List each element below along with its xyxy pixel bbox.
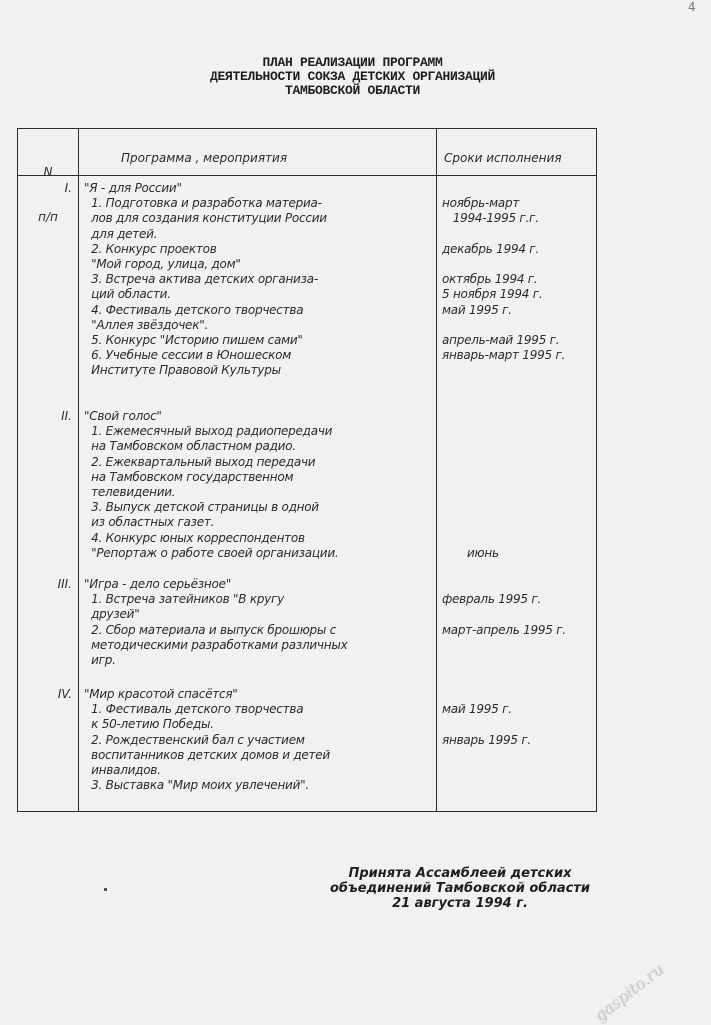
program-line: к 50-летию Победы.	[84, 717, 214, 732]
program-line: 3. Встреча актива детских организа-	[84, 272, 318, 287]
term-line: декабрь 1994 г.	[442, 241, 539, 256]
program-line: 1. Фестиваль детского творчества	[84, 702, 304, 717]
program-line: на Тамбовском областном радио.	[84, 439, 296, 454]
title-line: ДЕЯТЕЛЬНОСТИ СОКЗА ДЕТСКИХ ОРГАНИЗАЦИЙ	[209, 69, 496, 84]
program-line: 2. Сбор материала и выпуск брошюры с	[84, 622, 337, 637]
header-number-line: п/п	[38, 210, 58, 224]
program-line: 4. Конкурс юных корреспондентов	[84, 530, 305, 545]
adoption-line: объединений Тамбовской области	[330, 881, 590, 896]
program-line: телевидении.	[84, 485, 176, 499]
program-line: 4. Фестиваль детского творчества	[84, 302, 304, 317]
program-table	[17, 128, 597, 812]
header-program: Программа , мероприятия	[121, 151, 288, 165]
title-line: ТАМБОВСКОЙ ОБЛАСТИ	[284, 83, 421, 98]
term-line: 5 ноября 1994 г.	[442, 287, 543, 302]
program-line: 3. Выставка "Мир моих увлечений".	[84, 778, 309, 793]
program-line: "Игра - дело серьёзное"	[84, 577, 232, 591]
program-line: 3. Выпуск детской страницы в одной	[84, 500, 319, 515]
program-line: из областных газет.	[84, 515, 215, 530]
section-number: II.	[61, 409, 72, 423]
term-line: 1994-1995 г.г.	[442, 211, 539, 226]
header-divider	[18, 175, 596, 176]
program-line: игр.	[84, 653, 116, 667]
program-line: Институте Правовой Культуры	[84, 363, 281, 378]
program-line: инвалидов.	[84, 763, 161, 777]
term-line: май 1995 г.	[442, 302, 512, 317]
document-title	[0, 56, 711, 98]
program-line: "Мой город, улица, дом"	[84, 257, 241, 271]
section-number: III.	[57, 577, 72, 591]
program-line: воспитанников детских домов и детей	[84, 747, 330, 762]
program-line: для детей.	[84, 226, 158, 241]
program-line: 1. Встреча затейников "В кругу	[84, 592, 284, 607]
section-number: I.	[64, 181, 72, 195]
adoption-note	[300, 866, 620, 911]
program-line: на Тамбовском государственном	[84, 469, 294, 484]
column-divider	[78, 129, 79, 811]
program-line: методическими разработками различных	[84, 637, 348, 652]
program-line: 2. Ежеквартальный выход передачи	[84, 454, 316, 469]
program-line: "Репортаж о работе своей организации.	[84, 545, 339, 560]
program-line: 6. Учебные сессии в Юношеском	[84, 348, 292, 363]
program-line: "Аллея звёздочек".	[84, 317, 209, 332]
term-line: январь 1995 г.	[442, 732, 531, 747]
term-line: февраль 1995 г.	[442, 592, 541, 607]
program-line: 2. Конкурс проектов	[84, 241, 217, 256]
program-line: ций области.	[84, 287, 171, 302]
term-line: июнь	[442, 545, 499, 560]
program-line: "Я - для России"	[84, 181, 182, 195]
adoption-line: Принята Ассамблеей детских	[348, 866, 572, 881]
program-line: лов для создания конституции России	[84, 211, 327, 226]
program-line: 1. Ежемесячный выход радиопередачи	[84, 424, 333, 439]
title-line: ПЛАН РЕАЛИЗАЦИИ ПРОГРАММ	[262, 55, 443, 70]
header-terms: Сроки исполнения	[444, 151, 562, 165]
term-line: январь-март 1995 г.	[442, 348, 566, 363]
adoption-line: 21 августа 1994 г.	[392, 896, 528, 911]
term-line: март-апрель 1995 г.	[442, 622, 566, 637]
ink-dot	[104, 888, 107, 891]
program-line: 1. Подготовка и разработка материа-	[84, 196, 322, 211]
column-divider	[436, 129, 437, 811]
program-line: 5. Конкурс "Историю пишем сами"	[84, 333, 303, 347]
program-line: "Свой голос"	[84, 409, 162, 423]
program-line: "Мир красотой спасётся"	[84, 687, 238, 701]
program-line: друзей"	[84, 607, 140, 622]
header-number-line: N	[43, 165, 53, 179]
term-line: октябрь 1994 г.	[442, 272, 538, 287]
term-line: май 1995 г.	[442, 702, 512, 717]
page-number: 4	[688, 0, 696, 14]
term-line: апрель-май 1995 г.	[442, 333, 560, 347]
term-line: ноябрь-март	[442, 196, 520, 211]
watermark: gaspito.ru	[590, 959, 667, 1025]
program-line: 2. Рождественский бал с участием	[84, 732, 305, 747]
section-number: IV.	[57, 687, 72, 701]
